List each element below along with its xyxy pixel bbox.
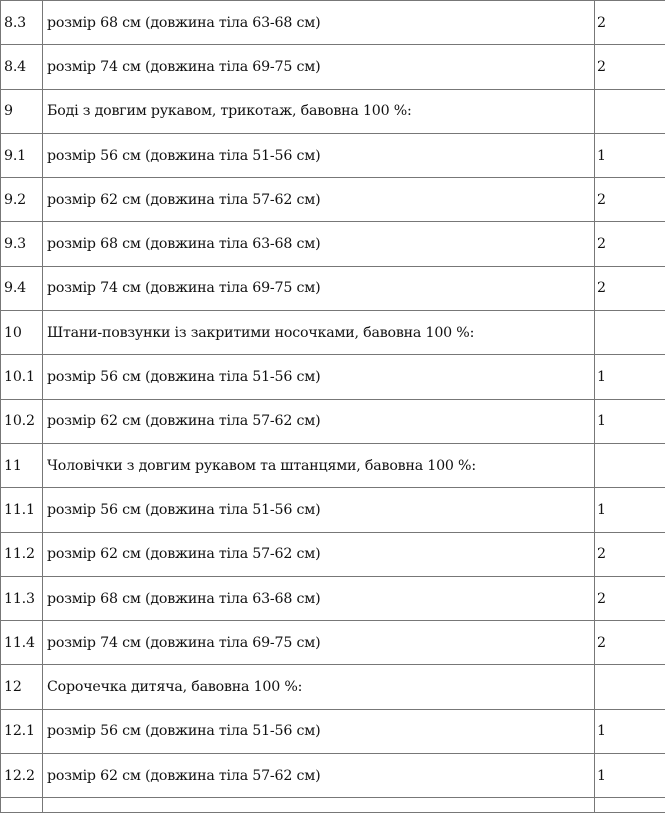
table-row <box>1 665 665 709</box>
table-row <box>1 222 665 266</box>
table-row <box>1 266 665 310</box>
row-number: 11 <box>1 443 43 487</box>
row-number: 10.2 <box>1 399 43 443</box>
table-row <box>1 532 665 576</box>
row-number: 11.2 <box>1 532 43 576</box>
row-number: 12 <box>1 665 43 709</box>
row-number: 9.4 <box>1 266 43 310</box>
row-number: 11.4 <box>1 621 43 665</box>
table-row <box>1 754 665 798</box>
row-quantity: 1 <box>595 709 665 753</box>
row-description: розмір 68 см (довжина тіла 63-68 см) <box>43 1 595 45</box>
row-number: 9.3 <box>1 222 43 266</box>
row-number: 8.3 <box>1 1 43 45</box>
row-quantity: 2 <box>595 1 665 45</box>
row-quantity: 2 <box>595 266 665 310</box>
row-quantity: 2 <box>595 576 665 620</box>
row-description <box>43 798 595 813</box>
row-description: розмір 74 см (довжина тіла 69-75 см) <box>43 266 595 310</box>
row-description: розмір 56 см (довжина тіла 51-56 см) <box>43 133 595 177</box>
row-description: Чоловічки з довгим рукавом та штанцями, бавовна 100 %: <box>43 443 595 487</box>
row-quantity: 1 <box>595 133 665 177</box>
row-number: 10.1 <box>1 355 43 399</box>
items-table-body <box>1 0 665 813</box>
row-quantity: 2 <box>595 222 665 266</box>
row-number: 9.1 <box>1 133 43 177</box>
row-description: розмір 62 см (довжина тіла 57-62 см) <box>43 532 595 576</box>
row-description: розмір 62 см (довжина тіла 57-62 см) <box>43 399 595 443</box>
row-quantity <box>595 443 665 487</box>
row-number: 10 <box>1 311 43 355</box>
row-description: розмір 68 см (довжина тіла 63-68 см) <box>43 222 595 266</box>
table-row <box>1 399 665 443</box>
row-number: 11.3 <box>1 576 43 620</box>
row-description: розмір 62 см (довжина тіла 57-62 см) <box>43 754 595 798</box>
row-number: 11.1 <box>1 488 43 532</box>
row-description: Сорочечка дитяча, бавовна 100 %: <box>43 665 595 709</box>
table-row <box>1 89 665 133</box>
row-quantity: 1 <box>595 488 665 532</box>
row-number: 8.4 <box>1 45 43 89</box>
table-row <box>1 178 665 222</box>
table-row <box>1 621 665 665</box>
table-row <box>1 443 665 487</box>
row-quantity: 2 <box>595 178 665 222</box>
row-description: розмір 74 см (довжина тіла 69-75 см) <box>43 621 595 665</box>
row-quantity: 2 <box>595 45 665 89</box>
table-row <box>1 45 665 89</box>
row-number: 9.2 <box>1 178 43 222</box>
table-row <box>1 355 665 399</box>
row-quantity <box>595 798 665 813</box>
table-row <box>1 709 665 753</box>
row-description: розмір 68 см (довжина тіла 63-68 см) <box>43 576 595 620</box>
row-quantity: 2 <box>595 621 665 665</box>
row-description: розмір 56 см (довжина тіла 51-56 см) <box>43 709 595 753</box>
row-number: 12.2 <box>1 754 43 798</box>
row-description: Штани-повзунки із закритими носочками, бавовна 100 %: <box>43 311 595 355</box>
row-quantity <box>595 665 665 709</box>
row-number <box>1 798 43 813</box>
row-description: розмір 56 см (довжина тіла 51-56 см) <box>43 488 595 532</box>
row-description: розмір 56 см (довжина тіла 51-56 см) <box>43 355 595 399</box>
row-quantity: 1 <box>595 355 665 399</box>
table-row <box>1 1 665 45</box>
row-quantity: 1 <box>595 399 665 443</box>
table-row <box>1 133 665 177</box>
row-quantity: 2 <box>595 532 665 576</box>
row-quantity <box>595 89 665 133</box>
row-number: 12.1 <box>1 709 43 753</box>
table-row <box>1 576 665 620</box>
row-description: розмір 74 см (довжина тіла 69-75 см) <box>43 45 595 89</box>
row-number: 9 <box>1 89 43 133</box>
row-quantity <box>595 311 665 355</box>
row-description: розмір 62 см (довжина тіла 57-62 см) <box>43 178 595 222</box>
table-row <box>1 311 665 355</box>
table-row <box>1 798 665 813</box>
row-quantity: 1 <box>595 754 665 798</box>
table-row <box>1 488 665 532</box>
row-description: Боді з довгим рукавом, трикотаж, бавовна 100 %: <box>43 89 595 133</box>
